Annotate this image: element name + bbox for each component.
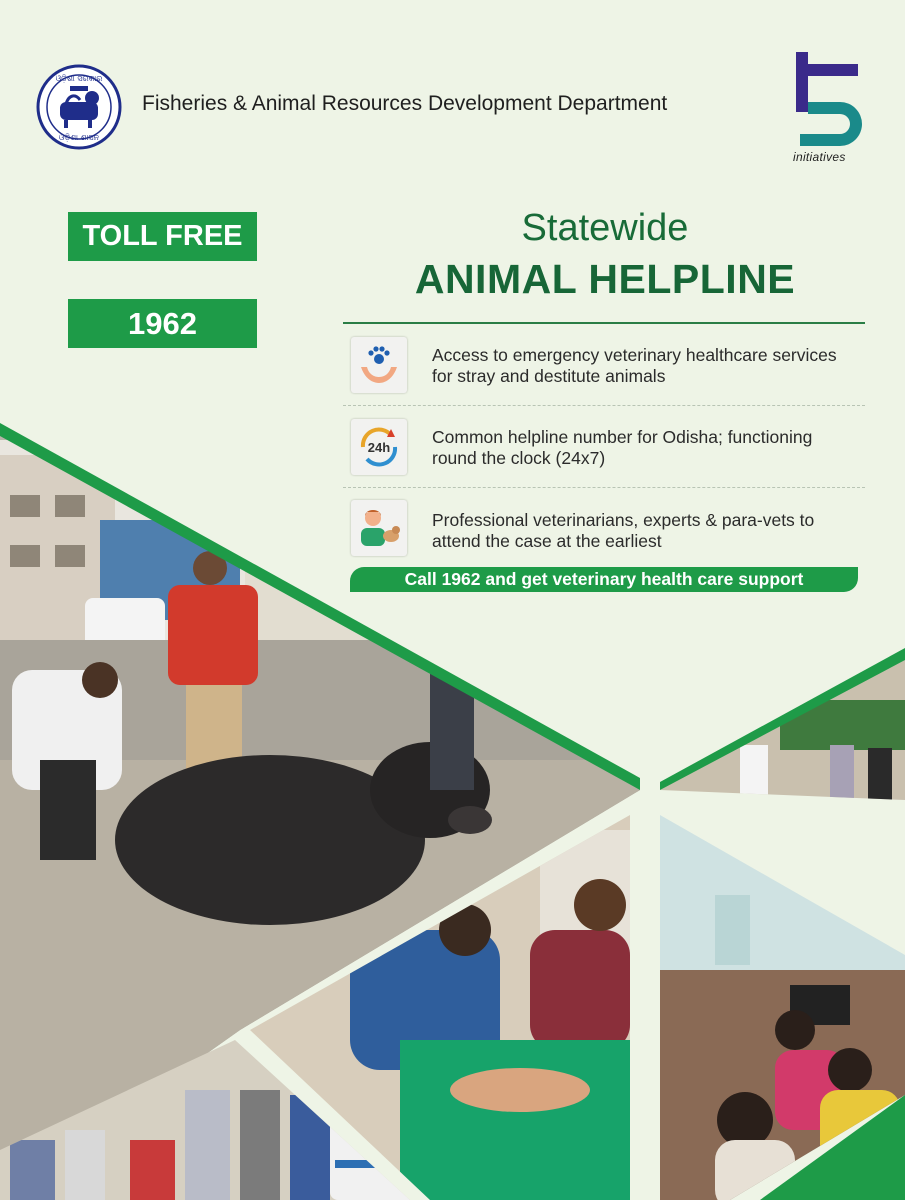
feature-divider <box>343 487 865 488</box>
department-title: Fisheries & Animal Resources Development Department <box>142 92 668 115</box>
clock-24h-label: 24h <box>367 440 391 455</box>
feature-text-3: Professional veterinarians, experts & para-vets to attend the case at the earliest <box>432 510 815 551</box>
call-to-action-banner: Call 1962 and get veterinary health care support <box>350 567 858 592</box>
veterinarian-icon <box>351 500 407 556</box>
headline-statewide: Statewide <box>521 207 689 249</box>
logo-caption: initiatives <box>793 150 846 164</box>
paw-hands-icon <box>351 337 407 393</box>
feature-text-2: Common helpline number for Odisha; functioning round the clock (24x7) <box>432 427 813 468</box>
headline-divider <box>343 322 865 324</box>
headline-animal-helpline: ANIMAL HELPLINE <box>414 256 796 302</box>
feature-text-1: Access to emergency veterinary healthcare services for stray and destitute animals <box>432 345 837 386</box>
emblem-text-top: ଓଡ଼ିଶା ସରକାର <box>55 74 103 83</box>
toll-free-label: TOLL FREE <box>68 212 257 261</box>
clock-24h-icon <box>351 419 407 475</box>
helpline-number: 1962 <box>68 299 257 348</box>
emblem-text-bottom: ଓଡ଼ିଶା ଶାସନ <box>58 133 100 142</box>
feature-divider <box>343 405 865 406</box>
odisha-emblem-logo <box>36 64 122 150</box>
